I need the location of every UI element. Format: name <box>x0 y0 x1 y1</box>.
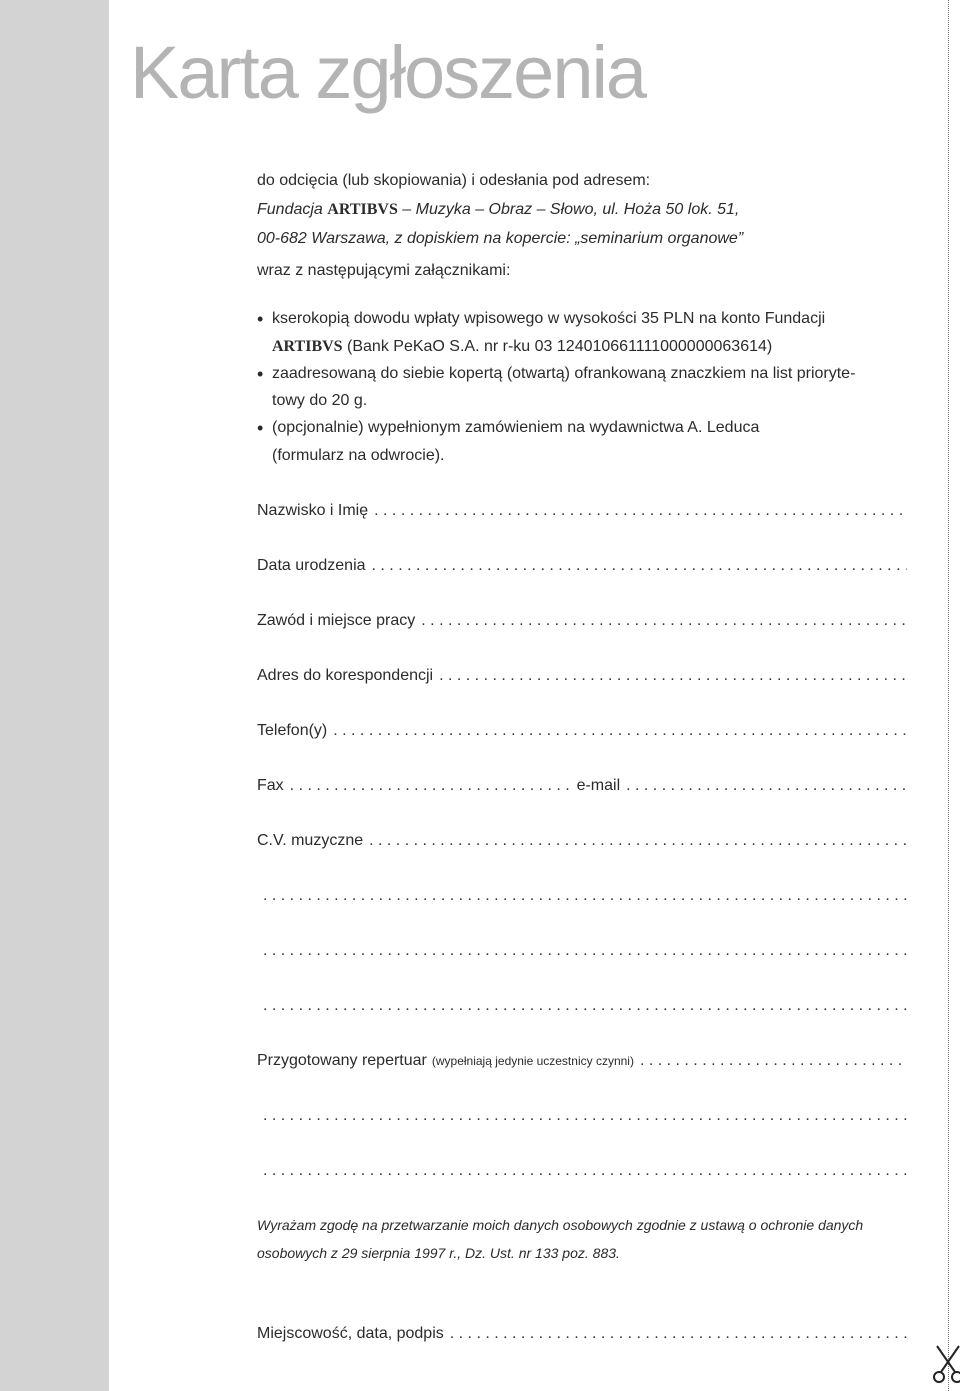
phone-label: Telefon(y) <box>257 722 328 739</box>
consent-line-1: Wyrażam zgodę na przetwarzanie moich danych osobowych zgodnie z ustawą o ochronie danych <box>257 1217 864 1233</box>
intro-address: – Muzyka – Obraz – Słowo, ul. Hoża 50 lok. 51, <box>397 201 740 218</box>
side-color-bar <box>0 0 109 1391</box>
bullet-2: • <box>257 364 264 384</box>
repertoire-label: Przygotowany repertuar <box>257 1052 427 1069</box>
cv-entry-line-3[interactable] <box>263 940 907 962</box>
fax-entry-line[interactable] <box>290 775 571 797</box>
signature-entry-line[interactable] <box>450 1323 907 1345</box>
cv-extra-line-2[interactable] <box>257 940 907 962</box>
repertoire-entry-line-2[interactable] <box>263 1105 907 1127</box>
bank-account: (Bank PeKaO S.A. nr r-ku 03 124010661111000000063614) <box>342 338 773 355</box>
attachment-3-line-2: (formularz na odwrocie). <box>272 447 445 464</box>
name-label: Nazwisko i Imię <box>257 502 369 519</box>
email-entry-line[interactable] <box>626 775 907 797</box>
intro-line-2 <box>257 200 739 220</box>
attachment-3-line-1: (opcjonalnie) wypełnionym zamówieniem na wydawnictwa A. Leduca <box>272 419 760 436</box>
cv-entry-line[interactable] <box>369 830 907 852</box>
address-field[interactable] <box>257 665 907 687</box>
address-label: Adres do korespondencji <box>257 667 434 684</box>
name-entry-line[interactable] <box>374 500 907 522</box>
intro-line-3: 00-682 Warszawa, z dopiskiem na kopercie: „seminarium organowe” <box>257 230 744 247</box>
signature-label: Miejscowość, data, podpis <box>257 1325 444 1342</box>
birth-date-field[interactable] <box>257 555 907 577</box>
cv-entry-line-4[interactable] <box>263 995 907 1017</box>
address-entry-line[interactable] <box>439 665 907 687</box>
intro-foundation-label: Fundacja <box>257 201 328 218</box>
email-label: e-mail <box>576 777 621 794</box>
cv-extra-line-1[interactable] <box>257 885 907 907</box>
brand-name-2: ARTIBVS <box>272 338 343 355</box>
signature-field[interactable] <box>257 1323 907 1345</box>
repertoire-field[interactable] <box>257 1050 907 1072</box>
brand-name: ARTIBVS <box>327 201 398 218</box>
page-title: Karta zgłoszenia <box>130 31 646 114</box>
cut-line <box>948 0 949 1391</box>
fax-email-field[interactable] <box>257 775 907 797</box>
occupation-entry-line[interactable] <box>421 610 907 632</box>
attachment-1-line-1: kserokopią dowodu wpłaty wpisowego w wysokości 35 PLN na konto Fundacji <box>272 310 826 327</box>
cv-entry-line-2[interactable] <box>263 885 907 907</box>
attachment-2-line-1: zaadresowaną do siebie kopertą (otwartą) ofrankowaną znaczkiem na list prioryte- <box>272 365 856 382</box>
repertoire-extra-line-2[interactable] <box>257 1160 907 1182</box>
attachment-1-line-2 <box>272 337 772 357</box>
bullet-1: • <box>257 309 264 329</box>
birth-date-label: Data urodzenia <box>257 557 366 574</box>
repertoire-entry-line[interactable] <box>640 1050 907 1072</box>
phone-entry-line[interactable] <box>333 720 907 742</box>
bullet-3: • <box>257 418 264 438</box>
consent-line-2: osobowych z 29 sierpnia 1997 r., Dz. Ust. nr 133 poz. 883. <box>257 1245 620 1261</box>
name-field[interactable] <box>257 500 907 522</box>
phone-field[interactable] <box>257 720 907 742</box>
intro-line-4: wraz z następującymi załącznikami: <box>257 262 511 279</box>
occupation-field[interactable] <box>257 610 907 632</box>
attachment-2-line-2: towy do 20 g. <box>272 392 368 409</box>
occupation-label: Zawód i miejsce pracy <box>257 612 416 629</box>
cv-label: C.V. muzyczne <box>257 832 364 849</box>
cv-field[interactable] <box>257 830 907 852</box>
cv-extra-line-3[interactable] <box>257 995 907 1017</box>
repertoire-extra-line-1[interactable] <box>257 1105 907 1127</box>
fax-label: Fax <box>257 777 284 794</box>
scissors-icon <box>931 1344 960 1384</box>
repertoire-entry-line-3[interactable] <box>263 1160 907 1182</box>
birth-date-entry-line[interactable] <box>372 555 907 577</box>
repertoire-note: (wypełniają jedynie uczestnicy czynni) <box>431 1054 634 1068</box>
intro-line-1: do odcięcia (lub skopiowania) i odesłania pod adresem: <box>257 172 651 189</box>
